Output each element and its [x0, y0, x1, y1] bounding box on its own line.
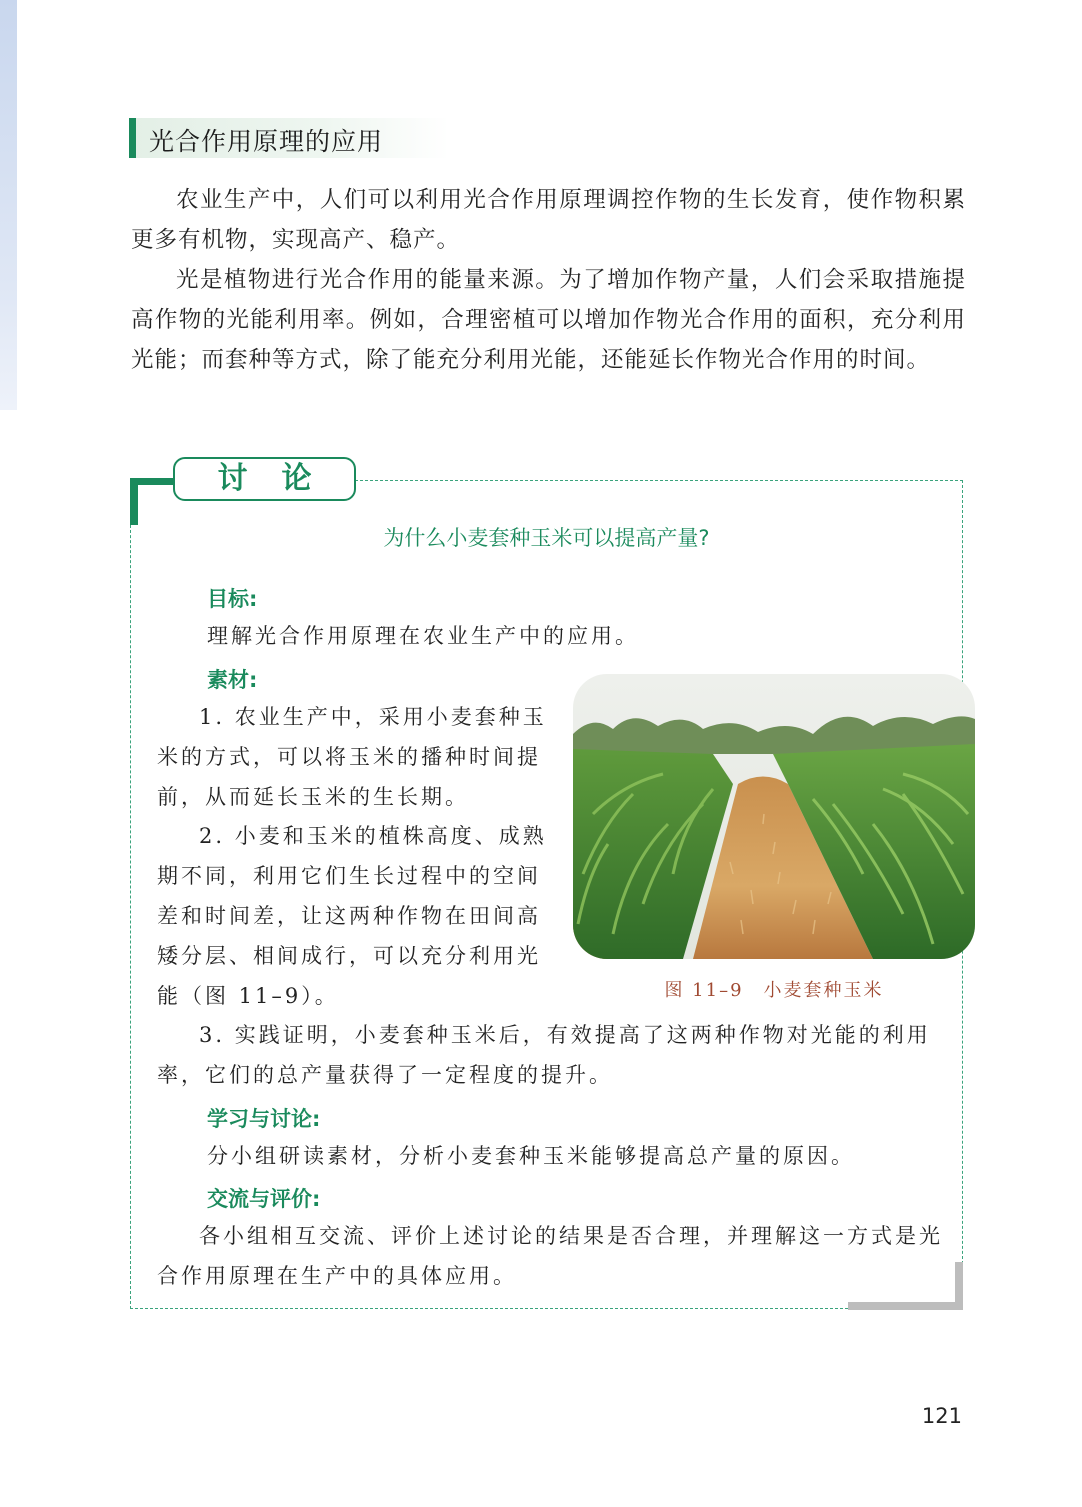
section-header-bar: [129, 118, 136, 158]
page-number: 121: [921, 1404, 962, 1428]
body-paragraph-2: 光是植物进行光合作用的能量来源。为了增加作物产量，人们会采取措施提高作物的光能利用率。例如，合理密植可以增加作物光合作用的面积，充分利用光能；而套种等方式，除了能充分利用光能，还能延长作物光合作用的时间。: [131, 267, 966, 373]
goal-text: 理解光合作用原理在农业生产中的应用。: [207, 624, 639, 648]
discussion-tab-label: 讨论: [217, 461, 346, 496]
material-3-text: 3. 实践证明，小麦套种玉米后，有效提高了这两种作物对光能的利用率，它们的总产量获得了一定程度的提升。: [157, 1023, 931, 1087]
study-discussion-text: 分小组研读素材，分析小麦套种玉米能够提高总产量的原因。: [207, 1144, 855, 1168]
discussion-tab: [173, 457, 356, 501]
discussion-shadow-horizontal: [848, 1302, 963, 1310]
exchange-evaluation-label: 交流与评价:: [207, 1187, 321, 1211]
section-header: [129, 118, 449, 158]
section-title: 光合作用原理的应用: [149, 127, 384, 156]
study-discussion-label: 学习与讨论:: [207, 1107, 321, 1131]
material-label: 素材:: [207, 668, 258, 692]
side-color-strip: [0, 0, 17, 410]
material-2-text: 2. 小麦和玉米的植株高度、成熟期不同，利用它们生长过程中的空间差和时间差，让这两种作物在田间高矮分层、相间成行，可以充分利用光能（图 11–9）。: [157, 824, 547, 1008]
wheat-corn-intercropping-photo: [573, 674, 975, 959]
goal-label: 目标:: [207, 587, 258, 611]
body-paragraph-1: 农业生产中，人们可以利用光合作用原理调控作物的生长发育，使作物积累更多有机物，实现高产、稳产。: [131, 187, 966, 253]
discussion-corner-horizontal: [130, 478, 178, 485]
figure-caption: 图 11–9 小麦套种玉米: [664, 980, 884, 1001]
discussion-corner-vertical: [130, 478, 138, 525]
exchange-evaluation-text: 各小组相互交流、评价上述讨论的结果是否合理，并理解这一方式是光合作用原理在生产中的具体应用。: [157, 1224, 943, 1288]
material-1-text: 1. 农业生产中，采用小麦套种玉米的方式，可以将玉米的播种时间提前，从而延长玉米的生长期。: [157, 705, 547, 809]
discussion-question: 为什么小麦套种玉米可以提高产量?: [383, 526, 710, 550]
